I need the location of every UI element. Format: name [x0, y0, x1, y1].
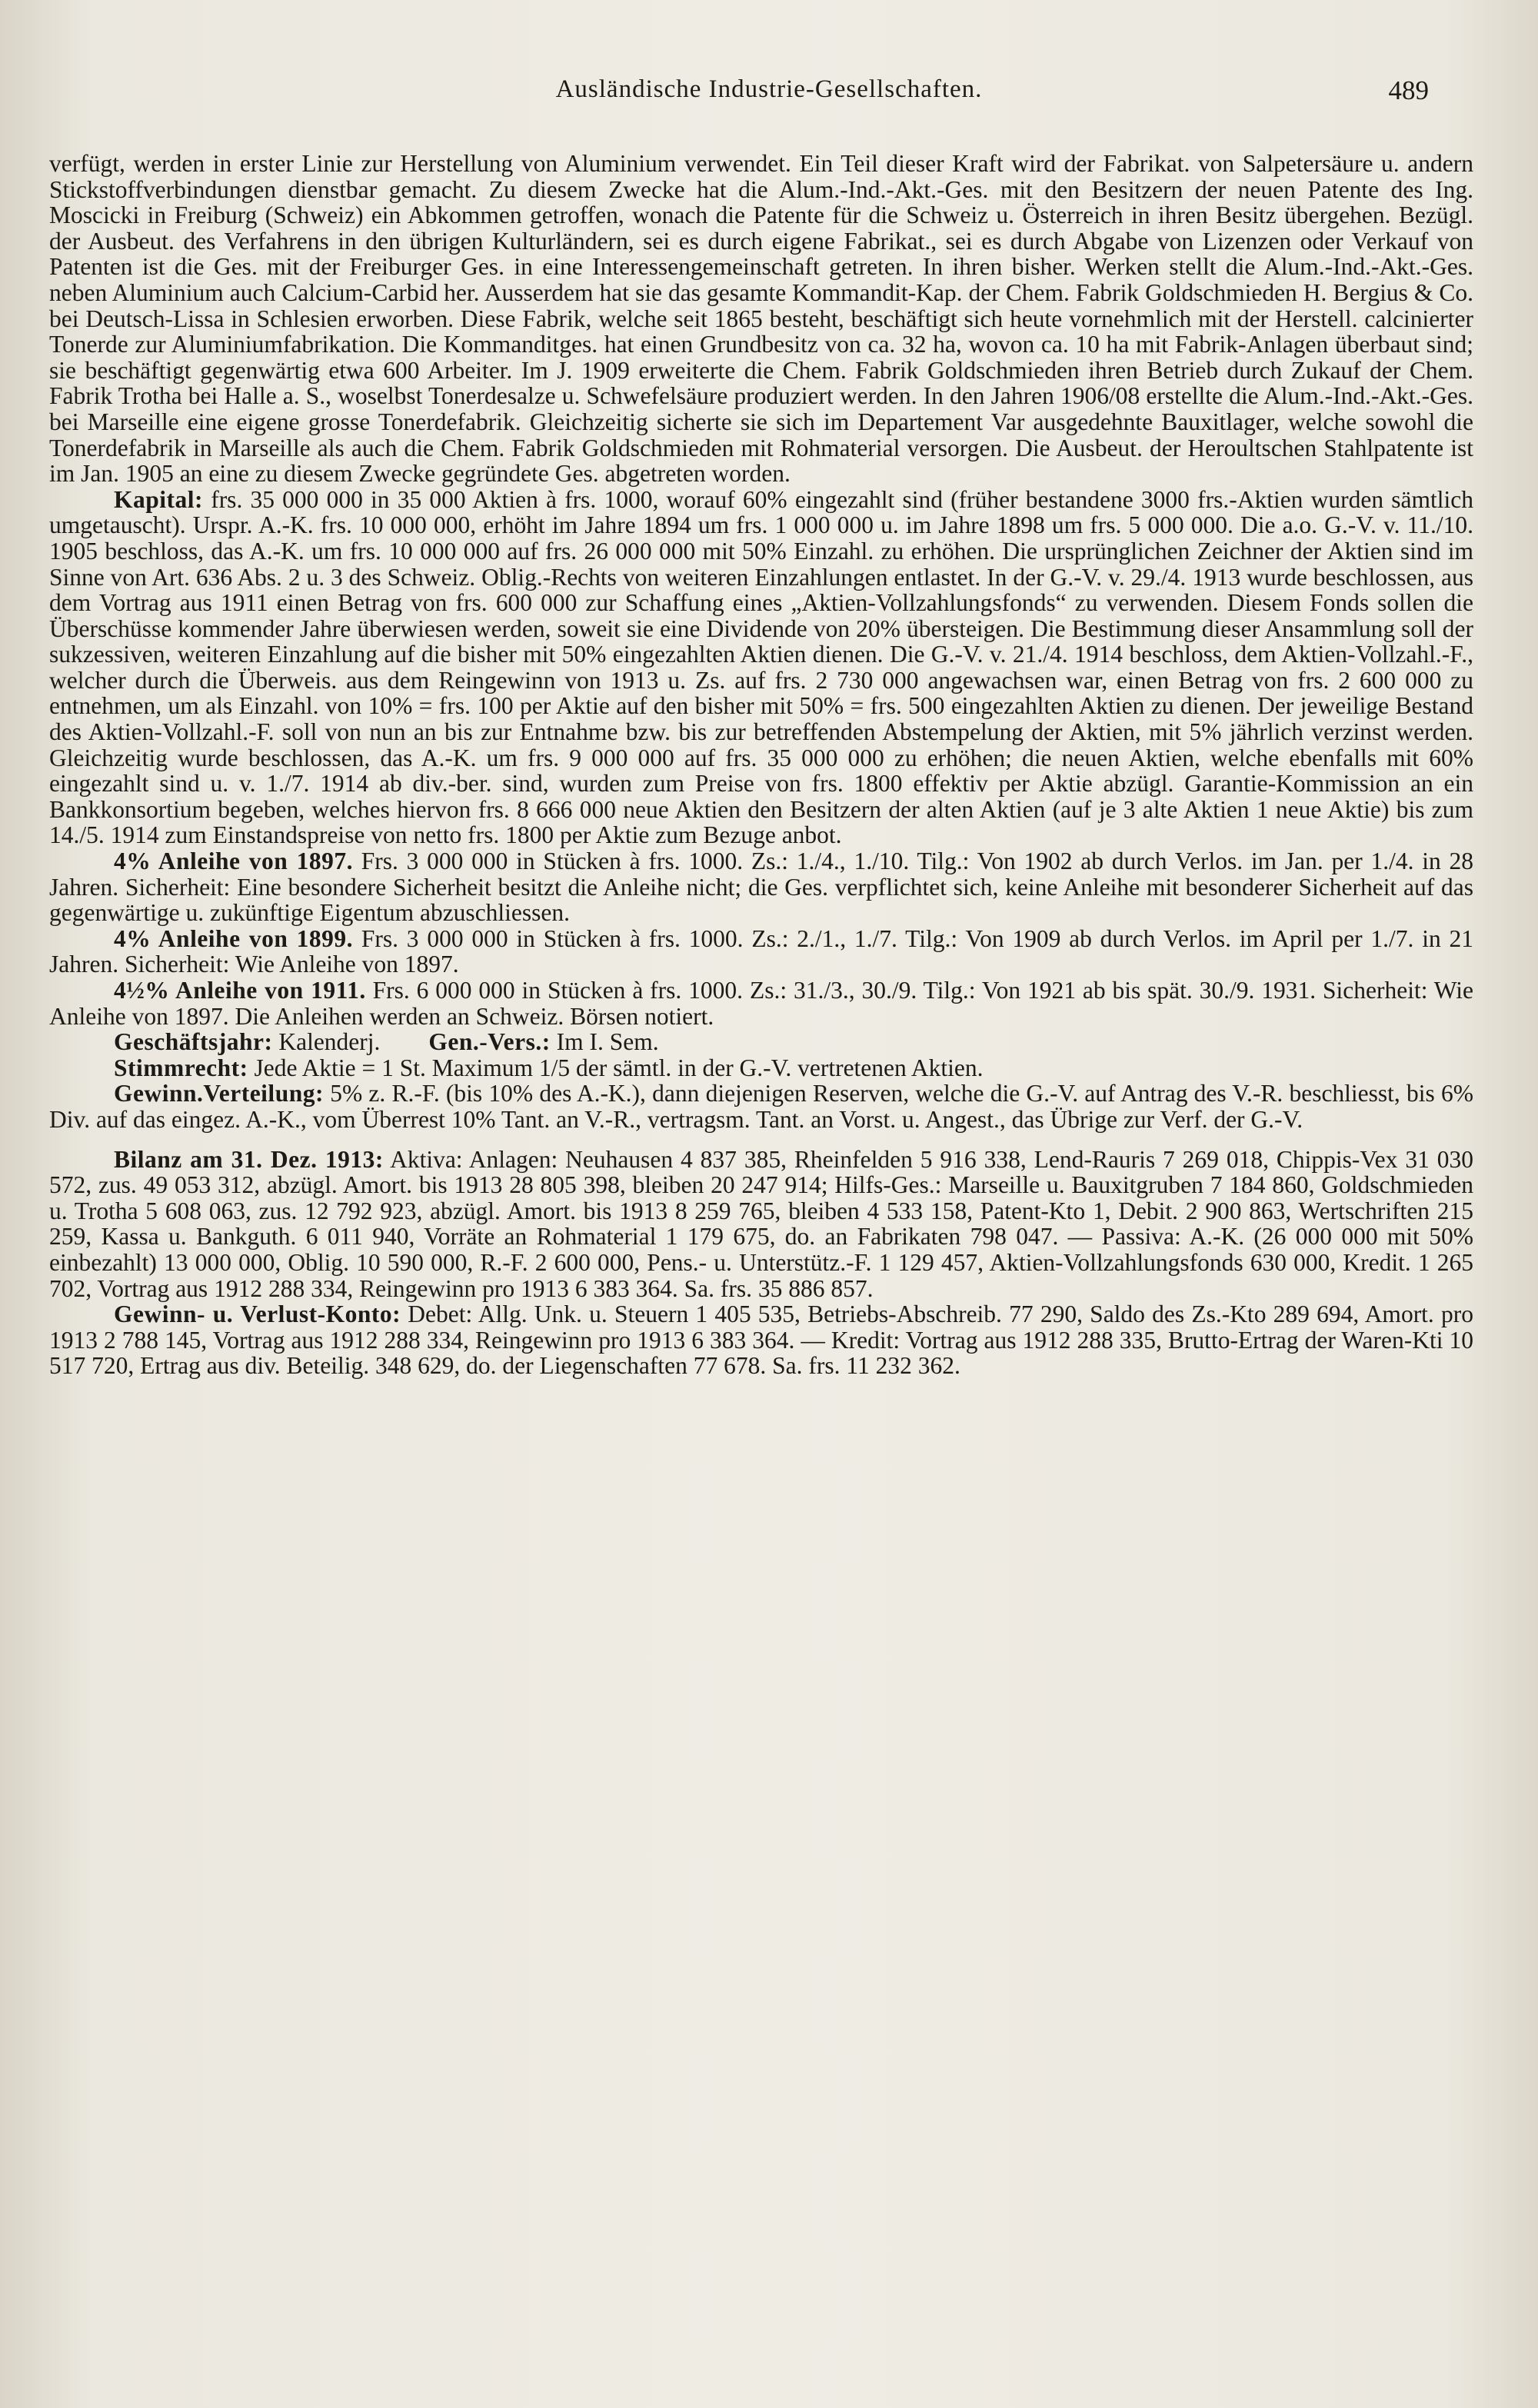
- guv-text: Debet: Allg. Unk. u. Steuern 1 405 535, Betriebs-Abschreib. 77 290, Saldo des Zs.-Kto 289 694, Amort. pro 1913 2 788 145, Vortrag aus 1912 288 334, Reingewinn pro 1913 6 383 364. — Kredit: Vortrag aus 1912 288 335, Brutto-Ertrag der Waren-Kti 10 517 720, Ertrag aus div. Beteilig. 348 629, do. der Liegenschaften 77 678. Sa. frs. 11 232 362.: [49, 1301, 1473, 1380]
- geschaeftsjahr-line: [49, 1029, 1473, 1055]
- anleihe-1897-label: 4% Anleihe von 1897.: [114, 848, 353, 875]
- running-title: Ausländische Industrie-Gesellschaften.: [555, 75, 983, 103]
- geschaeftsjahr-text: Kalenderj.: [278, 1028, 381, 1056]
- page-body: [49, 151, 1473, 1379]
- stimmrecht-label: Stimmrecht:: [114, 1054, 248, 1081]
- anleihe-1899-label: 4% Anleihe von 1899.: [114, 924, 354, 952]
- company-description: verfügt, werden in erster Linie zur Herstellung von Aluminium verwendet. Ein Teil dieser Kraft wird der Fabrikat. von Salpetersäure u. andern Stickstoffverbindungen dienstbar gemacht. Zu diesem Zwecke hat die Alum.-Ind.-Akt.-Ges. mit den Besitzern der neuen Patente des Ing. Moscicki in Freiburg (Schweiz) ein Abkommen getroffen, wonach die Patente für die Schweiz u. Österreich in ihren Besitz übergehen. Bezügl. der Ausbeut. des Verfahrens in den übrigen Kulturländern, sei es durch eigene Fabrikat., sei es durch Abgabe von Lizenzen oder Verkauf von Patenten ist die Ges. mit der Freiburger Ges. in eine Interessengemeinschaft getreten. In ihren bisher. Werken stellt die Alum.-Ind.-Akt.-Ges. neben Aluminium auch Calcium-Carbid her. Ausserdem hat sie das gesamte Kommandit-Kap. der Chem. Fabrik Goldschmieden H. Bergius & Co. bei Deutsch-Lissa in Schlesien erworben. Diese Fabrik, welche seit 1865 besteht, beschäftigt sich heute vornehmlich mit der Herstell. calcinierter Tonerde zur Aluminiumfabrikation. Die Kommanditges. hat einen Grundbesitz von ca. 32 ha, wovon ca. 10 ha mit Fabrik-Anlagen überbaut sind; sie beschäftigt gegenwärtig etwa 600 Arbeiter. Im J. 1909 erweiterte die Chem. Fabrik Goldschmieden ihren Betrieb durch Zukauf der Chem. Fabrik Trotha bei Halle a. S., woselbst Tonerdesalze u. Schwefelsäure produziert werden. In den Jahren 1906/08 erstellte die Alum.-Ind.-Akt.-Ges. bei Marseille eine eigene grosse Tonerdefabrik. Gleichzeitig sicherte sie sich im Departement Var ausgedehnte Bauxitlager, welche sowohl die Tonerdefabrik in Marseille als auch die Chem. Fabrik Goldschmieden mit Rohmaterial versorgen. Die Ausbeut. der Heroultschen Stahlpatente ist im Jan. 1905 an eine zu diesem Zwecke gegründete Ges. abgetreten worden.: [49, 150, 1473, 488]
- stimmrecht-section: [49, 1055, 1473, 1081]
- gewinnverteilung-text: 5% z. R.-F. (bis 10% des A.-K.), dann diejenigen Reserven, welche die G.-V. auf Antrag des V.-R. beschliesst, bis 6% Div. auf das eingez. A.-K., vom Überrest 10% Tant. an V.-R., vertragsm. Tant. an Vorst. u. Angest., das Übrige zur Verf. der G.-V.: [49, 1080, 1473, 1133]
- anleihe-1899-text: Frs. 3 000 000 in Stücken à frs. 1000. Zs.: 2./1., 1./7. Tilg.: Von 1909 ab durch Verlos. im April per 1./7. in 21 Jahren. Sicherheit: Wie Anleihe von 1897.: [49, 924, 1473, 978]
- anleihe-1897-text: Frs. 3 000 000 in Stücken à frs. 1000. Zs.: 1./4., 1./10. Tilg.: Von 1902 ab durch Verlos. im Jan. per 1./4. in 28 Jahren. Sicherheit: Eine besondere Sicherheit besitzt die Anleihe nicht; die Ges. verpflichtet sich, keine Anleihe mit besonderer Sicherheit auf das gegenwärtige u. zukünftige Eigentum abzuschliessen.: [49, 848, 1473, 927]
- kapital-section: [49, 487, 1473, 848]
- anleihe-1897-section: [49, 848, 1473, 926]
- anleihe-1911-text: Frs. 6 000 000 in Stücken à frs. 1000. Zs.: 31./3., 30./9. Tilg.: Von 1921 ab bis spät. 30./9. 1931. Sicherheit: Wie Anleihe von 1897. Die Anleihen werden an Schweiz. Börsen notiert.: [49, 977, 1474, 1030]
- bilanz-section: [49, 1147, 1473, 1302]
- geschaeftsjahr-label: Geschäftsjahr:: [114, 1028, 273, 1056]
- gewinnverteilung-label: Gewinn.Verteilung:: [114, 1080, 324, 1107]
- anleihe-1899-section: [49, 926, 1473, 978]
- gen-vers-text: Im I. Sem.: [556, 1028, 659, 1056]
- anleihe-1911-section: [49, 978, 1473, 1029]
- anleihe-1911-label: 4½% Anleihe von 1911.: [114, 977, 366, 1004]
- guv-label: Gewinn- u. Verlust-Konto:: [114, 1301, 401, 1328]
- gewinnverteilung-section: [49, 1081, 1473, 1132]
- page-number: 489: [1388, 75, 1429, 105]
- kapital-text: frs. 35 000 000 in 35 000 Aktien à frs. 1000, worauf 60% eingezahlt sind (früher bestandene 3000 frs.-Aktien wurden sämtlich umgetauscht). Urspr. A.-K. frs. 10 000 000, erhöht im Jahre 1894 um frs. 1 000 000 u. im Jahre 1898 um frs. 5 000 000. Die a.o. G.-V. v. 11./10. 1905 beschloss, das A.-K. um frs. 10 000 000 auf frs. 26 000 000 mit 50% Einzahl. zu erhöhen. Die ursprünglichen Zeichner der Aktien sind im Sinne von Art. 636 Abs. 2 u. 3 des Schweiz. Oblig.-Rechts von weiteren Einzahlungen entlastet. In der G.-V. v. 29./4. 1913 wurde beschlossen, aus dem Vortrag aus 1911 einen Betrag von frs. 600 000 zur Schaffung eines „Aktien-Vollzahlungsfonds“ zu verwenden. Diesem Fonds sollen die Überschüsse kommender Jahre überwiesen werden, soweit sie eine Dividende von 20% übersteigen. Die Bestimmung dieser Ansammlung soll der sukzessiven, weiteren Einzahlung auf die bisher mit 50% eingezahlten Aktien dienen. Die G.-V. v. 21./4. 1914 beschloss, dem Aktien-Vollzahl.-F., welcher durch die Überweis. aus dem Reingewinn von 1913 u. Zs. auf frs. 2 730 000 angewachsen war, einen Betrag von frs. 2 600 000 zu entnehmen, um als Einzahl. von 10% = frs. 100 per Aktie auf den bisher mit 50% = frs. 500 eingezahlten Aktien zu dienen. Der jeweilige Bestand des Aktien-Vollzahl.-F. soll von nun an bis zur Entnahme bzw. bis zur betreffenden Abstempelung der Aktien, mit 5% jährlich verzinst werden. Gleichzeitig wurde beschlossen, das A.-K. um frs. 9 000 000 auf frs. 35 000 000 zu erhöhen; die neuen Aktien, welche ebenfalls mit 60% eingezahlt sind u. v. 1./7. 1914 ab div.-ber. sind, wurden zum Preise von frs. 1800 effektiv per Aktie abzügl. Garantie-Kommission an ein Bankkonsortium begeben, welches hiervon frs. 8 666 000 neue Aktien den Besitzern der alten Aktien (auf je 3 alte Aktien 1 neue Aktie) bis zum 14./5. 1914 zum Einstandspreise von netto frs. 1800 per Aktie zum Bezuge anbot.: [49, 485, 1473, 849]
- bilanz-text: Aktiva: Anlagen: Neuhausen 4 837 385, Rheinfelden 5 916 338, Lend-Rauris 7 269 018, Chippis-Vex 31 030 572, zus. 49 053 312, abzügl. Amort. bis 1913 28 805 398, bleiben 20 247 914; Hilfs-Ges.: Marseille u. Bauxitgruben 7 184 860, Goldschmieden u. Trotha 5 608 063, zus. 12 792 923, abzügl. Amort. bis 1913 8 259 765, bleiben 4 533 158, Patent-Kto 1, Debit. 2 900 863, Wertschriften 215 259, Kassa u. Bankguth. 6 011 940, Vorräte an Rohmaterial 1 179 675, do. an Fabrikaten 798 047. — Passiva: A.-K. (26 000 000 mit 50% einbezahlt) 13 000 000, Oblig. 10 590 000, R.-F. 2 600 000, Pens.- u. Unterstütz.-F. 1 129 457, Aktien-Vollzahlungsfonds 630 000, Kredit. 1 265 702, Vortrag aus 1912 288 334, Reingewinn pro 1913 6 383 364. Sa. frs. 35 886 857.: [49, 1145, 1473, 1302]
- gen-vers-label: Gen.-Vers.:: [428, 1028, 551, 1056]
- stimmrecht-text: Jede Aktie = 1 St. Maximum 1/5 der sämtl. in der G.-V. vertretenen Aktien.: [254, 1054, 984, 1081]
- guv-section: [49, 1301, 1473, 1379]
- bilanz-label: Bilanz am 31. Dez. 1913:: [114, 1145, 384, 1173]
- page-header: [0, 75, 1538, 111]
- kapital-label: Kapital:: [114, 485, 204, 513]
